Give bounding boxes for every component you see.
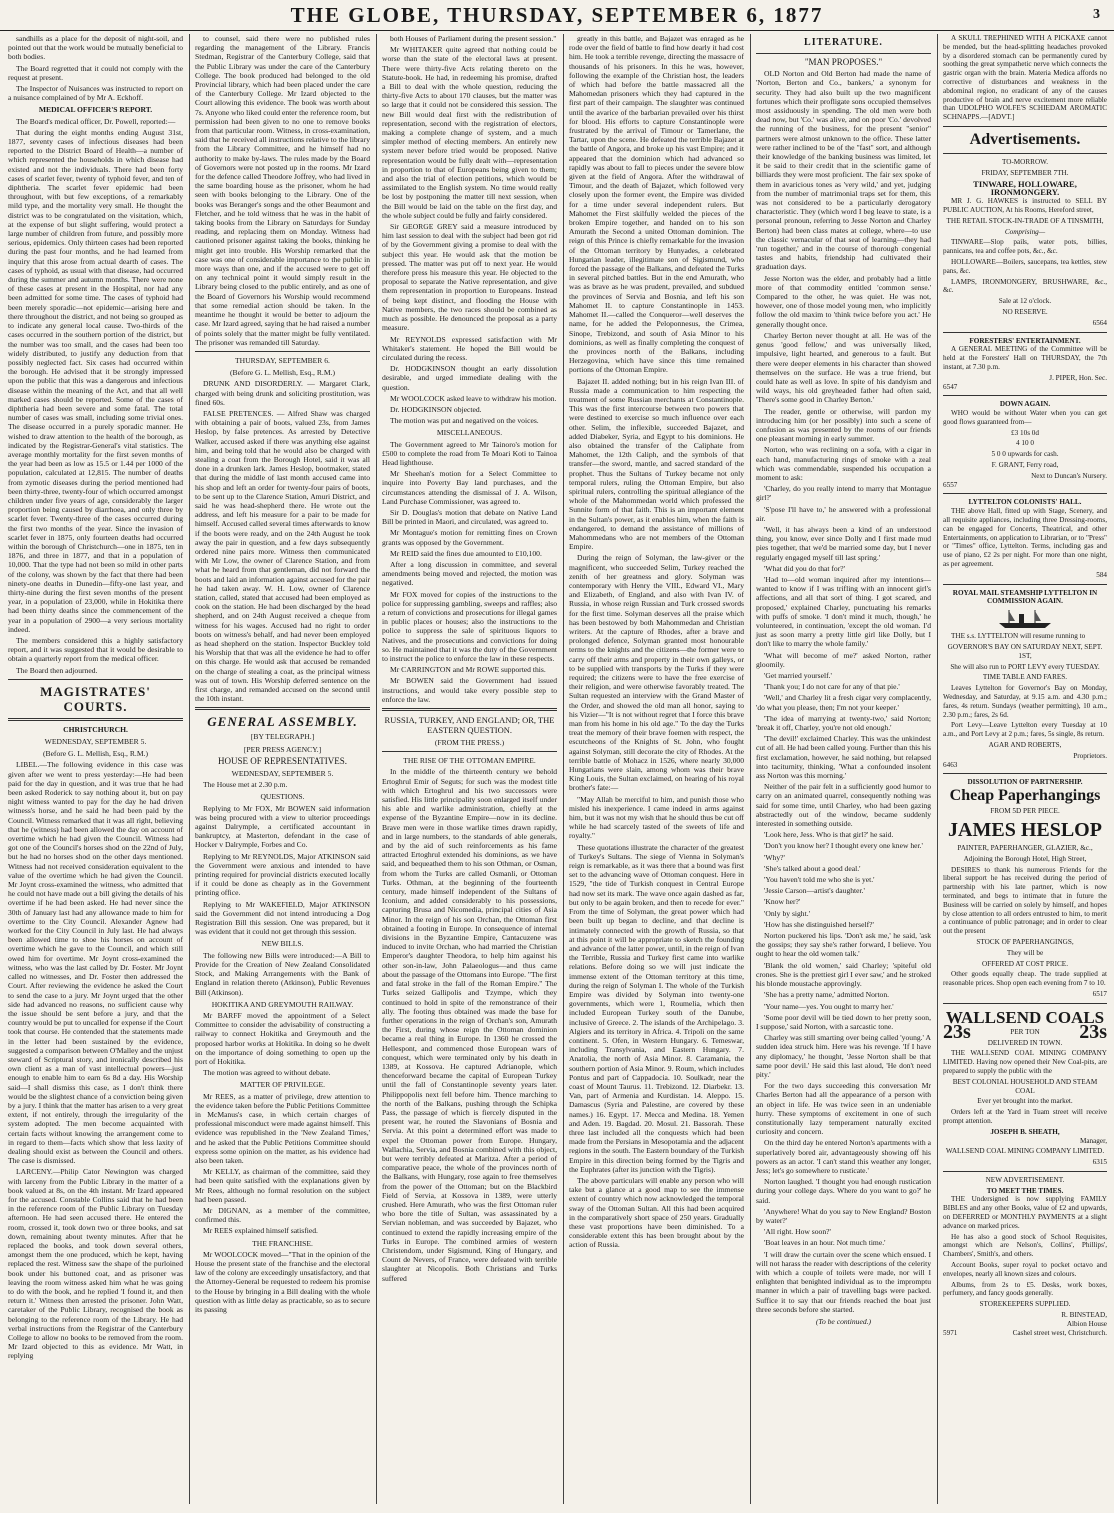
article-paragraph: 'S'pose I'll have to,' he answered with a professional air. [756, 504, 931, 523]
masthead-title: THE GLOBE, THURSDAY, SEPTEMBER 6, 1877 [290, 3, 824, 27]
article-paragraph: Neither of the pair felt in a sufficiently good humor to carry on an animated quarrel, consequently nothing was said for some time, until Charley, who had been gazing abstractedly out of the window, became suddenly interested in something outside. [756, 782, 931, 829]
article-paragraph: The reader, gentle or otherwise, will pardon my introducing him (or her possibly) into such a scene of confusion as was presented by the rooms of our friends one pleasant morning in early summer. [756, 406, 931, 444]
advert-line: Albion House [1066, 1319, 1107, 1328]
article-paragraph: That during the eight months ending August 31st, 1877, seventy cases of infectious diseases had been reported to the District Board of Health—a number of which represented the households in which disease had existed and not the individuals. There had been forty cases of scarlet fever, twenty of typhoid fever, and ten of diphtheria. The scarlet fever epidemic had been throughout, with but few exceptions, of a remarkably mild type, and the mortality very small. He thought the district was to be congratulated on the visitation, which, at the expense of but slight suffering, would protect a large number of children from future, and possibly more serious, epidemics. Only thirteen cases had been reported during the past four months, and he had learned from inquiry that this arose from actual dearth of cases. The cases of typhoid, as usual with that disease, had occurred during the summer and autumn months. There were none of these cases at present in the Hospital, nor had any been admitted for some time. The cases of typhoid had been merely sporadic—not epidemic—arising here and there throughout the district, and not being so grouped as to indicate any general local cause. Two-thirds of the cases occurred in the southern portion of the district, but the number was too small, and the cases had been too widely distributed, to justify any deduction from that possibly neglected fact. Six cases had occurred within the borough. He advised that it be strongly impressed upon the public that this was a dangerous and infectious disease within the meaning of the Act, and that all well marked cases should be reported. Some of the cases of diphtheria had been severe and some fatal. The total number of cases was small, including some trivial ones. The disease occurred in a purely sporadic manner. He wished to draw attention to the health of the borough, as indicated by the Registrar-General's vital statistics. The average monthly mortality for the first seven months of the year had been as low as 15.5 or 1.44 per 1000 of the population, calculated at 12,815. The number of deaths from zymotic diseases during the period mentioned had been thirty-three, twenty-four of which occurred amongst children under five years of age, considerably the larger proportion being caused by diarrhoea, and only three by scarlet fever. Twenty-three of the cases occurred during the first two months of the year. Since the invasion of scarlet fever in 1875, only fourteen deaths had occurred within the borough of Christchurch—one in 1875, ten in 1876, and three in 1877, and that in a population of 10,000. That the type had not been so mild in other parts of the colony, was shown by the fact that there had been ninety-one deaths in Dunedin—fifty-one last year, and thirty-nine during the first seven months of the present year, in a population of 23,000, while in Hokitika there had been thirty deaths since the commencement of the year in a population of 2900—a very serious mortality indeed. [8, 127, 183, 634]
article-paragraph: 'Well,' and Charley lit a fresh cigar very complacently, 'do what you please, then; I'm not your keeper.' [756, 693, 931, 712]
subheading: HOUSE OF REPRESENTATIVES. [217, 755, 348, 766]
article-paragraph: 'Anywhere! What do you say to New England? Boston by water?' [756, 1206, 931, 1225]
column-4 [565, 34, 748, 1504]
advert-text: HOLLOWARE—Boilers, saucepans, tea kettles, stew pans, &c. [943, 257, 1107, 275]
article-paragraph: Mr REID said the fines due amounted to £10,100. [390, 548, 542, 558]
date-line: THURSDAY, SEPTEMBER 6. [235, 355, 330, 365]
subheading: THE FRANCHISE. [252, 1238, 313, 1248]
before-line: (Before G. L. Mellish, Esq., R.M.) [229, 368, 336, 378]
advert-line: Manager, [1079, 1136, 1107, 1145]
article-paragraph: 'I will draw the curtain over the scene which ensued. I will not harass the reader with descriptions of the celerity with which a couple of toilets were made, nor will I enlighten that benighted individual as to the impromptu manner in which a pair of travelling bags were packed. Suffice it to say that our friends reached the boat just three seconds before she started. [756, 1249, 931, 1314]
divider [943, 1171, 1107, 1172]
article-paragraph: Mr Sheehan's motion for a Select Committee to inquire into Poverty Bay land purchases, and the circumstances attending the dismissal of J. A. Wilson, Land Purchase Commissioner, was agreed to. [382, 469, 557, 506]
article-paragraph: The House met at 2.30 p.m. [203, 780, 288, 790]
article-paragraph: Charley Berton never thought at all. He was of the genus 'good fellow,' and was universally liked, impulsive, light hearted, and generous to a fault. But there were deeper elements in his character than showed themselves on the surface. He was a true friend, but could hate as well as love. In spite of his dandyism and wild ways, his old greyheaded father had often said, 'There's some good in Charley Berton.' [756, 330, 931, 405]
article-paragraph: 'What will become of me?' asked Norton, rather gloomily. [756, 650, 931, 669]
advert-line: AGAR AND ROBERTS, [988, 741, 1062, 749]
advert-text: He has also a good stock of School Requisites, amongst which are Nelson's, Collins', Phillips', Chambers', Smith's, and others. [943, 1232, 1107, 1259]
article-paragraph: Replying to Mr FOX, Mr BOWEN said information was being procured with a view to ulterior proceedings against Dalrymple, a certificated accountant in bankruptcy, at Masterton, defendant in the case of Hocker v Dalrymple, Forbes and Co. [195, 803, 370, 850]
article-paragraph: 'Look here, Jess. Who is that girl?' he said. [764, 830, 894, 840]
divider [943, 773, 1107, 774]
article-paragraph: Mr KELLY, as chairman of the committee, said they had been quite satisfied with the explanations given by Mr Rees, although no formal resolution on the subject had been passed. [195, 1167, 370, 1204]
article-paragraph: 'The devil!' exclaimed Charley. This was the unkindest cut of all. He had been called young. Further than this his first exclamation, however, he said nothing, but relapsed into taciturnity, thinking, 'What a confounded insolent ass Norton was this morning.' [756, 734, 931, 781]
advert-headline: Cheap Paperhangings [949, 787, 1101, 805]
article-paragraph: Sir GEORGE GREY said a measure introduced by him last session to deal with the subject had been got rid of by the Government giving a promise to deal with the subject this year. He would ask that the motion be pressed. The matter was put off to next year. He would therefore press his measure this year. He objected to the proposal to separate the Native representation, and give them representation in proportion to Europeans. Instead of being kept distinct, and flooding the House with Native members, the two races should be combined as much as possible. He denounced the proposal as a party measure. [382, 222, 557, 333]
article-paragraph: 'Some poor devil will be tied down to her pretty soon, I suppose,' said Norton, with a sarcastic tone. [756, 1012, 931, 1031]
column-5 [752, 34, 935, 1504]
column-6-advertisements [939, 34, 1111, 1504]
article-paragraph: Mr FOX moved for copies of the instructions to the police for suppressing gambling, sweeps and raffles; also a return of convictions and prosecutions for illegal games in public places or houses; also the instructions to the police to suppress the sale of spirituous liquors to Natives, and the prosecutions and convictions for doing so. He maintained that it was the duty of the Government to instruct the police to enforce the law in these respects. [382, 589, 557, 663]
date-line: WEDNESDAY, SEPTEMBER 5. [231, 769, 334, 779]
advert-signature: R. BINSTEAD, [1061, 1311, 1107, 1320]
column-rule [563, 34, 564, 1504]
divider [943, 584, 1107, 585]
article-paragraph: Dr. HODGKINSON thought an early dissolution desirable, and urged immediate dealing with the question. [382, 364, 557, 392]
advert-line: OFFERED AT COST PRICE. [981, 959, 1068, 968]
divider [943, 493, 1107, 494]
advert-headline: JAMES HESLOP [948, 818, 1102, 841]
article-paragraph: 'Only by sight.' [764, 908, 810, 918]
advert-text: THE WALLSEND COAL MINING COMPANY LIMITED. Having now opened their New Coal-pits, are prepared to supply the public with the [943, 1049, 1107, 1075]
article-paragraph: Mr Montague's motion for remitting fines on Crown grants was opposed by the Government. [382, 528, 557, 547]
subheading: NEW BILLS. [261, 939, 304, 949]
divider [943, 153, 1107, 154]
advertisements-heading: Advertisements. [969, 130, 1081, 148]
article-paragraph: The Inspector of Nuisances was instructed to report on a nuisance complained of by Mr A. Eckhoff. [8, 84, 183, 103]
divider [756, 53, 931, 54]
article-paragraph: The members considered this a highly satisfactory report, and it was suggested that it would be desirable to obtain a quarterly report from the medical officer. [8, 636, 183, 664]
advert-title: FORESTERS' ENTERTAINMENT. [969, 336, 1081, 345]
column-rule [189, 34, 190, 1504]
section-heading: MAGISTRATES' COURTS. [40, 683, 151, 714]
date-line: WEDNESDAY, SEPTEMBER 5. [44, 737, 147, 747]
advert-headline: WALLSEND COALS [945, 1007, 1105, 1027]
article-paragraph: 'Your name—yes. You ought to marry her.' [764, 1001, 894, 1011]
before-line: (Before G. L. Mellish, Esq., R.M.) [42, 749, 149, 759]
advert-line: £3 10s 0d [1011, 428, 1039, 437]
article-paragraph: Mr REES, as a matter of privilege, drew attention to the evidence taken before the Public Petitions Committee in McManus's case, in which certain charges of professional misconduct were made against himself. This evidence was republished in the 'New Zealand Times,' and he asked that the Public Petitions Committee should express some opinion on the matter, as his evidence had also been taken. [195, 1091, 370, 1165]
column-2 [191, 34, 374, 1504]
article-paragraph: For the two days succeeding this conversation Mr Charles Berton had all the appearance of a person with an object in life. He was twice seen in an undeniable hurry. These symptoms of excitement in one of such constitutionally lazy temperament naturally excited curiosity and concern. [756, 1081, 931, 1137]
article-paragraph: The Board regretted that it could not comply with the request at present. [8, 63, 183, 82]
byline: [PER PRESS AGENCY.] [243, 744, 322, 754]
divider [8, 718, 183, 721]
article-paragraph: Mr CARRINGTON and Mr ROWE supported this. [390, 665, 546, 675]
advert-number: 6547 [943, 382, 958, 391]
advert-line: 5 0 0 upwards for cash. [991, 450, 1059, 459]
advert-text: THE s.s. LYTTELTON will resume running to [951, 632, 1086, 641]
column-1 [4, 34, 187, 1504]
advert-title: ROYAL MAIL STEAMSHIP LYTTELTON IN COMMISSION AGAIN. [952, 588, 1098, 606]
advert-text: Orders left at the Yard in Tuam street will receive prompt attention. [943, 1108, 1107, 1125]
advert-line: Comprising— [1004, 227, 1046, 236]
divider [195, 707, 370, 710]
advert-signature: J. PIPER, Hon. Sec. [1049, 373, 1107, 382]
article-paragraph: LARCENY.—Philip Cator Newington was charged with larceny from the Public Library in the matter of a book valued at 8s, on the 4th instant. Mr Izard appeared for the accused. Constable Collins said that he had been in the reference room of the Public Library on Tuesday afternoon. He had seen accused there. He entered the room, crossed it, took down two or three books, and sat down, remaining about twenty minutes. After that he replaced the books, and took down several others, amongst them the one produced, which he kept, having replaced the rest. Witness saw the shape of the purloined book under his buttoned coat, and as prisoner was leaving the room witness asked him what he was going to do with the book, and he replied 'I found it, and then return it.' Witness then arrested the prisoner. John Watt, caretaker of the Public Library, recognised the book as belonging to the reference room of the Library. He had verbal instructions from the Registrar of the Canterbury College to allow no books to be removed from the room. Mr Izard objected to this as evidence. Mr Watt, in replying [8, 1167, 183, 1361]
article-paragraph: Replying to Mr REYNOLDS, Major ATKINSON said the Government were anxious and intended to have printing required for provincial districts executed locally if it could be done as cheaply as in the Government printing office. [195, 851, 370, 898]
advert-title: LYTTELTON COLONISTS' HALL. [968, 498, 1082, 507]
article-paragraph: Norton laughed. 'I thought you had enough rustication during your college days. Where do you want to go?' he said. [756, 1177, 931, 1205]
article-paragraph: The Board's medical officer, Dr. Powell, reported:— [16, 116, 176, 126]
subheading: MISCELLANEOUS. [436, 428, 503, 438]
advert-line: FROM 5D PER PIECE. [990, 807, 1060, 816]
advert-text: THE above Hall, fitted up with Stage, Scenery, and all requisite appliances, including three Dressing-rooms, can be engaged for Concerts, Theatrical, and other Entertainments, on application to Librarian, or to "Press" or "Times" office, Lyttelton. Terms, including gas and use of piano, £2 2s per night. For more than one night, as per agreement. [943, 507, 1107, 569]
advert-line: They will be [1006, 948, 1044, 957]
advert-line: FRIDAY, SEPTEMBER 7TH. [981, 168, 1069, 177]
advert-line: Sale at 12 o'clock. [998, 297, 1052, 306]
article-paragraph: Mr DIGNAN, as a member of the committee, confirmed this. [195, 1205, 370, 1225]
advert-line: Proprietors. [1073, 751, 1107, 760]
advert-line: STOREKEEPERS SUPPLIED. [979, 1300, 1071, 1309]
advert-text: Port Levy—Leave Lyttelton every Tuesday at 10 a.m., and Port Levy at 2 p.m.; fares, 5s single, 8s return. [943, 721, 1107, 739]
article-paragraph: After a long discussion in committee, and several amendments being moved and rejected, the motion was negatived. [382, 559, 557, 588]
advert-line: PAINTER, PAPERHANGER, GLAZIER, &c., [957, 843, 1093, 852]
article-paragraph: 'Blank the old women,' said Charley; 'spiteful old crones. She is the prettiest girl I ever saw,' and he stroked his blonde moustache approvingly. [756, 960, 931, 989]
article-paragraph: 'Boat leaves in an hour. Not much time.' [764, 1238, 886, 1248]
subheading: MATTER OF PRIVILEGE. [239, 1080, 325, 1090]
article-paragraph: OLD Norton and Old Berton had made the name of 'Norton, Berton and Co., bankers,' a synonym for security. They had also built up the two magnificent fortunes which their profligate sons occupied themselves most assiduously in spending. The old men were both dead now, but 'Co.' was alive, and on poor 'Co.' devolved the running of the business, for the present "senior" partners were almost unknown to the office. These latter were rather inclined to be of the "fast" sort, and although their knowledge of the banking business was limited, let it be said to their credit that in the scientific game of billiards they were most proficient. The fair sex spoke of them in avaricious tones as 'very wild,' and yet, judging from the number of matrimonial traps set for them, this was not considered to be a particularly derogatory characteristic. They (which word I beg leave to state, is a personal pronoun, referring to Jesse Norton and Charley Berton) had been class mates at college, where—to use the classic vernacular of that seat of learning—they had 'run together,' and in the course of thorough congenial tastes and habits, friendship had cultivated their graduation days. [756, 69, 931, 272]
advert-number: 6463 [943, 760, 958, 769]
advert-text: Other goods equally cheap. The trade supplied at reasonable prices. Shop open each evening from 7 to 10. [943, 970, 1107, 988]
advert-text: TINWARE—Slop pails, water pots, billies, pannicans, tea and coffee pots, &c., &c. [943, 238, 1107, 256]
section-heading: LITERATURE. [804, 37, 883, 48]
advert-number: 584 [1096, 570, 1107, 579]
subheading: HOKITIKA AND GREYMOUTH RAILWAY. [211, 999, 354, 1009]
article-paragraph: 'Don't you know her? I thought every one knew her.' [764, 841, 923, 851]
advert-line: Ever yet brought into the market. [977, 1097, 1073, 1106]
divider [943, 1003, 1107, 1004]
advert-line: DELIVERED IN TOWN. [987, 1038, 1063, 1047]
article-paragraph: FALSE PRETENCES. — Alfred Shaw was charged with obtaining a pair of boots, valued 23s, from James Heslop, by false pretences. As arrested by Detective Walker, accused asked if there was anything else against him, and being told that he would also be charged with stealing a coat from the Borough Hotel, said it was all done in a drunken lark. James Heslop, bootmaker, stated that during the middle of last month accused came into his shop and left an order for twenty-four pairs of boots, to be sent up to the Clarence Station, Amuri District, and said he was head-shepherd there. He wrote out the address, and left his measure for a pair to be made for himself. Accused called several times afterwards to know if the boots were ready, and on the 24th August he took away the pair in question, and a few days subsequently ordered nine pairs more. Witness then communicated with Mr Low, the owner of Clarence Station, and from what he heard from that gentleman, did not forward the boots and laid an information against accused for the pair he had taken away. W. H. Low, owner of Clarence station, called, stated that accused had been employed as cook on the station. He had been discharged by the head shepherd, and on 24th August received a cheque from witness for his wages. Accused had no right to order boots on witness's behalf, and had never been employed as head shepherd on the station. Inspector Buckley told his Worship that that was all the evidence he had to offer on this charge. He would ask that accused be remanded on the charge of stealing a coat, as the principal witness was out of town. His Worship deferred sentence on the first charge, and remanded accused on the second until the 10th instant. [195, 408, 370, 704]
price-unit: PER TON [1010, 1027, 1040, 1036]
divider [943, 126, 1107, 127]
advert-title: TO MEET THE TIMES. [986, 1186, 1064, 1195]
article-paragraph: greatly in this battle, and Bajazet was enraged as he rode over the field of battle to find how dearly it had cost him. He took a terrible revenge, directing the massacre of thousands of his prisoners. In this he was, however, following the example of the Christian host, the leaders of which had before the battle massacred all the Mahomedan prisoners which they had captured in the first part of their campaign. The slaughter was continued until the avarice of the barbarian prevailed over his thirst for blood. His efforts to capture Constantinople were frustrated by the arrival of Timour or Tamerlane, the Tartar, upon the scene. He defeated the terrible Bajazet at the battle of Angora, and broke up his vast Empire; and it appeared that the dominion which had advanced so rapidly was about to fall to pieces under the severe blow given at the field of Angora. After the withdrawal of Timour, and the death of Bajazet, which followed very closely upon the former event, the Empire was divided for a time under several independent rulers. But Mahomet the First skilfully welded the pieces of the broken Empire together, and handed on to his son Amurath the Second a united Ottoman dominion. The reign of this Prince is chiefly remarkable for the invasion of the Ottoman territory by Hunyades, a celebrated Hungarian leader, illegitimate son of Sigismund, who forced the passage of the Balkans, and defeated the Turks in several pitched battles. But in the end Amurath, who was as brave as he was prudent, prevailed, and subdued the provinces of Servia and Bosnia, and left his son Mahomet II. to capture Constantinople in 1453. Mahomet II.—called the Conqueror—well deserves the name, for he added the Peloponnesus, the Crimea, Sinope, Trebizond, and south of Asia Minor to his dominions, as well as finally completing the conquest of the provinces north of the Balkans, including Herzegovina, which have since this time remained portions of the Ottoman Empire. [569, 34, 744, 375]
advert-signature: JOSEPH B. SHEATH, [990, 1127, 1060, 1136]
article-paragraph: Mr BOWEN said the Government had issued instructions, and would take every possible step to enforce the law. [382, 676, 557, 704]
article-paragraph: The Government agreed to Mr Tainoro's motion for £500 to complete the road from Te Moari Koti to Tainoa Head lighthouse. [382, 439, 557, 467]
article-paragraph: DRUNK AND DISORDERLY. — Margaret Clark, charged with being drunk and soliciting prostitution, was fined 60s. [195, 379, 370, 407]
advert-text: DESIRES to thank his numerous Friends for the liberal support he has received during the period of partnership with his late partner, which is now terminated, and begs to intimate that in future the Business will be carried on solely by himself, and hopes by close attention to all orders entrusted to him, to merit a continuance of public patronage; and in order to clear out the present [943, 865, 1107, 936]
advert-line: TIME TABLE AND FARES. [982, 673, 1068, 682]
advert-line: Adjoining the Borough Hotel, High Street, [963, 854, 1087, 863]
article-paragraph: These quotations illustrate the character of the greatest of Turkey's Sultans. The siege of Vienna in Solyman's reign is remarkable, as it was there that a bound was first set to the advancing wave of Ottoman conquest. Here in 1529, "the tide of Turkish conquest in Central Europe had now set its mark. The wave once again dashed as far, but only to be again broken, and then to recede for ever." From the time of Solyman, the great power which had been built up began to decline, and that decline is intimately connected with the growth of Russia, so that at this point it will be appropriate to sketch the founding and advance of the latter power, until, in the reign of Ivan the Terrible, Russia and Turkey first came into warlike relations. Before doing so we will just indicate the immense extent of the Ottoman territory at this time, during the reign of Solyman I. The whole of the Turkish Empire was divided by Solyman into twenty-one governments, which were 1, Roumelia, which then included European Turkey south of the Danube, inclusive of Greece. 2. The islands of the Archipelago. 3. Algiers and its territory in Africa. 4. Tripoli on the same continent. 5. Ofen, in Western Hungary. 6. Temeswar, including Transylvania, and Eastern Hungary. 7. Anatolia, the north of Asia Minor. 8. Caramania, the southern portion of Asia Minor. 9. Roum, which includes Pontus and part of Cappadocia. 10. Soulkadr, near the coast of Mount Taurus. 11. Trebizond. 12. Diarbekr. 13. Van, part of Armenia and Kurdistan. 14. Aleppo. 15. Damascus (Syria and Palestine, are covered by these names.) 16. Egypt. 17. Mecca and Medina. 18. Yemen and Aden. 19. Bagdad. 20. Mosul. 21. Bassorah. These three last included all the conquests which had been made from the Persians in Mesopotamia and the adjacent regions in the south. The Eastern boundary of the Turkish Empire in this direction being formed by the Tigris and the Euphrates (after its junction with the Tigris). [569, 842, 744, 1174]
subheading: CHRISTCHURCH. [63, 724, 128, 734]
price-left: 23s [943, 1020, 971, 1043]
advert-line: GOVERNOR'S BAY ON SATURDAY NEXT, SEPT. 1ST, [947, 643, 1103, 660]
page-number: 3 [1093, 7, 1100, 22]
divider [943, 395, 1107, 396]
advert-text: THE Undersigned is now supplying FAMILY BIBLES and any other Books, value of £2 and upwards, on DEFERRED or MONTHLY PAYMENTS at a slight advance on marked prices. [943, 1195, 1107, 1230]
article-paragraph: 'Get married yourself.' [764, 671, 832, 680]
advert-line: Next to Duncan's Nursery. [1031, 471, 1107, 480]
continued-note: (To be continued.) [815, 1317, 872, 1326]
article-paragraph: 'She's talked about a good deal.' [764, 863, 861, 873]
advert-line: She will also run to PORT LEVY every TUESDAY. [950, 662, 1100, 671]
advert-text: Leaves Lyttelton for Governor's Bay on Monday, Wednesday, and Saturday, at 9.15 a.m. and 4.30 p.m.; fares, 4s return. Sundays (weather permitting), 10 a.m., 2.30 p.m.; fares, 2s 6d. [943, 684, 1107, 719]
advert-text: MR J. G. HAWKES is instructed to SELL BY PUBLIC AUCTION, At his Rooms, Hereford street, [943, 197, 1107, 214]
article-paragraph: LIBEL.—The following evidence in this case was given after we went to press yesterday:—He had been paid for the day in question, and it was true that he had been asked Roderick to say nothing about it, but on pay night witness wanted to pay for the day he had driven witness's horse, and he said he had been paid by the Council. Witness remarked that it was all right, believing that he (witness) had been allowed the day on account of overtime which he had given the Council. Witness had got one of the Council's horses shod on the 22nd of July, but he had no horses shod on the other days mentioned. Witness had not received consideration equivalent to the value of the overtime which he had given the Council. Mr Joynt cross-examined the witness, who admitted that he could not have made out a bill giving the details of his overtime if he had been asked. He had never since the 30th of January last had any allowance made to him for overtime to the City Council. Alexander Agnew had worked for the City Council in July last. He had always been allowed time to shoe his horses on account of overtime which he gave to the Council, and which still owed him for overtime. Mr Joynt cross-examined the witness, who was the last called by Dr. Foster. Mr Joynt called no witnesses, and Dr. Foster then addressed the Court. After reviewing the evidence he asked the Court to send the case to a jury. Mr Joynt urged that the other side had advanced no reasons, no sufficient cause why the issue should be sent before a jury, and that the country would be put to uncalled for expense if the Court took that course. He contended that the statements made in the letter had been sustained by the evidence, suggested a comparison between O'Malley and the unjust steward of Scriptural story, and ironically described his own client as a man of vast intellectual powers—just enough to enable him to earn 6s 8d a day. His Worship said—I shall dismiss this case, as I don't think there would be the slightest chance of a conviction being given by a jury. I think that the matter has arisen to a very great extent, if not entirely, through the irregularity of the system adopted. The men become acquainted with certain facts without knowing the arrangement come to in regard to them—facts which show that less laxity of dealing should exist as between the Council and others. The case is dismissed. [8, 760, 183, 1166]
advert-text: LAMPS, IRONMONGERY, BRUSHWARE, &c., &c. [943, 277, 1107, 295]
advert-line: STOCK OF PAPERHANGINGS, [976, 937, 1074, 946]
article-paragraph: Jesse Norton was the elder, and probably had a little more of that commodity entitled 'common sense.' Compared to the other, he was quiet. He was not, however, one of those model young men, who implicitly follow the old maxim to 'think twice before you act.' He generally thought once. [756, 273, 931, 329]
advert-text: A GENERAL MEETING of the Committee will be held at the Foresters' Hall on THURSDAY, the 7th instant, at 7.30 p.m. [943, 345, 1107, 371]
article-paragraph: The following new Bills were introduced:—A Bill to Provide for the Creation of New Zealand Consolidated Stock, and Making Arrangements with the Bank of England in relation thereto (Atkinson), Public Revenues Bill (Atkinson). [195, 950, 370, 997]
article-paragraph: 'What did you do that for?' [764, 563, 845, 573]
advert-line: THE RETAIL STOCK-IN-TRADE OF A TINSMITH, [946, 216, 1104, 225]
divider [943, 332, 1107, 333]
article-paragraph: Replying to Mr WAKEFIELD, Major ATKINSON said the Government did not intend introducing a Dog Registration Bill this session. One was prepared, but it was evident that it could not get through this session. [195, 899, 370, 937]
article-paragraph: 'Jessie Carson—artist's daughter.' [764, 886, 865, 896]
article-paragraph: Dr. HODGKINSON objected. [390, 404, 482, 414]
masthead [0, 0, 1114, 31]
article-paragraph: 'You haven't told me who she is yet.' [764, 875, 875, 885]
article-paragraph: "May Allah be merciful to him, and punish those who misled his inexperience. I came indeed in arms against him, but it was not my wish that he should thus be cut off while he had scarcely tasted of the sweets of life and royalty." [569, 794, 744, 841]
article-paragraph: The Board then adjourned. [16, 665, 98, 675]
story-title: "MAN PROPOSES." [804, 57, 883, 67]
article-paragraph: Mr WHITAKER quite agreed that nothing could be worse than the state of the electoral laws at present. There were thirty-five Acts relating thereto on the Statute-book. He had, in redeeming his promise, drafted a Bill to deal with the whole question, reducing the thirty-five Acts to about 170 clauses, but the matter was so large that it could not be considered this session. The new Bill would deal first with the redistribution of representation, second with the registration of electors, making a complete change of system, and a much simpler method of electing members. An entirely new system never before tried would be proposed. Native representation would be fully dealt with—representation in proportion to that of Europeans being given to them; and also the trial of election petitions, which would be assimilated to the English system. No time would really be lost by postponing the matter till next session, when the Bill would be laid on the table on the first day, and the whole subject could be fully and fairly considered. [382, 45, 557, 220]
article-paragraph: Mr REES explained himself satisfied. [203, 1226, 318, 1236]
subheading: QUESTIONS. [260, 792, 305, 802]
article-paragraph: Mr REYNOLDS expressed satisfaction with Mr Whitaker's statement. He hoped the Bill would be circulated during the recess. [382, 334, 557, 362]
article-paragraph: The motion was agreed to without debate. [203, 1068, 331, 1078]
divider [195, 351, 370, 352]
article-paragraph: Norton, who was reclining on a sofa, with a cigar in each hand, manufacturing rings of smoke with a zeal which was commendable, suspended his occupation a moment to ask: [756, 445, 931, 482]
article-paragraph: to counsel, said there were no published rules regarding the management of the Library. Francis Stedman, Registrar of the Canterbury College, said that the Public Library was under the care of the Canterbury College. The book produced had belonged to the old Provincial library, which had been placed under the care of the Canterbury College. Mr Izard objected to the Court allowing this evidence. The book was worth about 7s. Anyone who liked could enter the reference room, but permission had been given to no one to remove books from that particular room. Witness, in cross-examination, said that he received all instructions relative to the library from the Library Committee, and he himself had no authority to make by-laws. The rules made by the Board of Governors were not posted up in the rooms. Mr Izard for the defence called Theodore Joffrey, who had lived in the same boarding house as the prisoner, whom he had seen with books belonging to the Library. One of the books was Beranger's songs and the other Beaumont and Fletcher, and he told witness that he was in the habit of taking books from the Library on Saturdays for Sunday reading, and replacing them on Monday. Witness had cautioned prisoner against taking the books, thinking he might get into trouble. His Worship remarked that the case was one of considerable importance to the public in more ways than one, and if the accused were to get off on any technical point it would simply result in the Library being closed to the public entirely, and as one of the Board of Governors his Worship would recommend that some remedial action should be taken. In the meantime he thought it would be better to adjourn the case. Mr Izard agreed, saying that he had raised a number of points solely that the matter might be fully ventilated. The prisoner was remanded till Saturday. [195, 34, 371, 347]
advert-line: F. GRANT, Ferry road, [991, 461, 1059, 470]
article-paragraph: In the middle of the thirteenth century we behold Ertoghrul Emir of Seguts; for such was the modest title with which Ertoghrul and his two successors were satisfied. His little principality soon enlarged itself under his able and warlike administration, chiefly at the expense of the Byzantine Empire—now in its decline. Brave men were in those warlike times drawn rapidly, and in large numbers, to the standards of able generals, and by the aid of such reinforcements as his fame attracted Ertoghrul extended his dominions, as we have said, and bequeathed them to his son Othman, or Osman, from whom the Turks are called Osmanli, or Ottoman Turks. Othman, at the beginning of the fourteenth century, made himself independent of the Sultans of Iconium, and added considerably to his possessions, capturing Brusa and Nicomedia, principal cities of Asia Minor. In the reign of his son Orchan, the Ottoman first obtained a footing in Europe. In consequence of internal divisions in the Byzantine Empire, Cantacuzene was induced to invite Orchan, who had married the Christian Emperor's daughter Theodora, to help him against his other son-in-law, John Palaeologus—and thus came about the passage of the Ottomans into Europe. "The first and fatal stroke in the fall of the Roman Empire." The Turks seized Gallipolis and Tzympe, which they continued to hold in spite of the remonstrance of their ally. The footing thus obtained was made the base for further operations in the reign of Orchan's son, Amurath the First, during whose reign the Ottoman dominion became a real thing in Europe. In 1360 he crossed the Hellespont, and commenced those European wars of conquest, which were terminated only by his death in 1389, at Kossova. He captured Adrianople, which thenceforward became the capital of European Turkey until the fall of Constantinople seventy years later. Philippopolis next fell before him. Thence marching to the north of the Balkans, pushing through the Schipka Pass, the passage of which is fiercely disputed in the present war, he routed the Slavonians of Bosnia and Servia. At this point a determined effort was made to expel the Ottoman power from Europe. Hungary, Wallachia, Servia, and Bosnia combined with this object, but were terribly defeated at Maritza. After a period of comparative peace, the whole of the provinces north of the Balkans, with Hungary, rose again to free themselves from the power of the Ottoman; but on the Blackbird Field of Servia, at Kossova in 1389, were utterly crushed. Here Amurath, who was the first Ottoman ruler who bore the title of Sultan, was assassinated by a Servian nobleman, and was succeeded by Bajazet, who continued to extend the rapidly increasing empire of the Turks in Europe. The combined armies of western Christendom, under Sigismund, King of Hungary, and Count de Nevers, of France, were defeated with terrible slaughter at Nicopolis. Both Christians and Turks suffered [382, 767, 557, 1283]
advert-number: 5971 [943, 1328, 958, 1337]
advert-line: TO-MORROW. [1001, 157, 1049, 166]
article-paragraph: sandhills as a place for the deposit of night-soil, and pointed out that the work would be mutually beneficial to both bodies. [8, 34, 183, 62]
section-heading: GENERAL ASSEMBLY. [207, 714, 358, 730]
article-paragraph: The above particulars will enable any person who will take but a glance at a good map to see the immense extent of country which now acknowledged the temporal sway of the Ottoman Sultan. All this had been acquired in the comparatively short space of 250 years. Gradually these vast proportions have been diminished. To a considerable extent this has been brought about by the action of Russia. [569, 1175, 744, 1250]
advert-number: 6517 [1092, 989, 1107, 998]
advert-text: WHO would be without Water when you can get good flows guaranteed from— [943, 409, 1107, 426]
article-paragraph: Charley was still smarting over being called 'young.' A sudden idea struck him. Here was his revenge. 'If I have any diplomacy,' he thought, 'Jesse Norton shall be that same poor devil.' He said this last aloud, 'He don't need pity.' [756, 1033, 931, 1079]
advert-title: DOWN AGAIN. [999, 400, 1051, 409]
article-paragraph: 'Thank you; I do not care for any of that pie.' [764, 682, 900, 692]
advert-number: 6557 [943, 480, 958, 489]
article-paragraph: both Houses of Parliament during the present session." [390, 34, 557, 43]
column-3 [378, 34, 561, 1504]
article-paragraph: Norton puckered his lips. 'Don't ask me,' he said, 'ask the gossips; they say she's rather forward, I believe. You ought to hear the old women talk.' [756, 931, 931, 959]
advert-notice: A SKULL TREPHINED WITH A PICKAXE cannot be mended, but the head-splitting headaches provoked by a disordered stomach can be permanently cured by soothing the great sympathetic nerve which connects the gastric organ with the brain. Materia Medica affords no corrective of disturbances and weakness in the abdominal region, no eradicant of any of the causes productive of brain and nerve excitement more reliable than UDOLPHO WOLFE'S SCHIEDAM AROMATIC SCHNAPPS.—[ADVT.] [943, 34, 1107, 122]
byline: (FROM THE PRESS.) [434, 738, 505, 748]
advert-title: TINWARE, HOLLOWARE, IRONMONGERY. [973, 178, 1077, 198]
advert-line: BEST COLONIAL HOUSEHOLD AND STEAM COAL [952, 1077, 1098, 1095]
divider [8, 679, 183, 680]
column-rule [937, 34, 938, 1504]
section-heading: MEDICAL OFFICER'S REPORT. [38, 105, 153, 115]
divider [382, 751, 557, 752]
advert-footer [943, 1329, 1107, 1338]
advert-text: Albums, from 2s to £5. Desks, work boxes, perfumery, and fancy goods generally. [943, 1280, 1107, 1298]
section-heading: RUSSIA, TURKEY, AND ENGLAND; OR, THE EASTERN QUESTION. [384, 715, 555, 736]
advert-line: WALLSEND COAL MINING COMPANY LIMITED. [945, 1147, 1105, 1156]
advert-number: 6564 [1092, 318, 1107, 327]
divider [382, 708, 557, 711]
advert-number: 6315 [1092, 1158, 1107, 1167]
steamship-icon [995, 608, 1055, 630]
advert-line: NO RESERVE. [1002, 307, 1048, 316]
advert-title: DISSOLUTION OF PARTNERSHIP. [967, 778, 1083, 787]
article-paragraph: 'Well, it has always been a kind of an understood thing, you know, ever since Dolly and I first made mud pies together, that we'd be married some day, but I never regularly engaged myself till last spring.' [756, 524, 931, 562]
article-paragraph: 'How has she distinguished herself?' [764, 919, 874, 929]
article-paragraph: 'Why?' [764, 852, 785, 862]
article-paragraph: Mr BARFF moved the appointment of a Select Committee to consider the advisability of constructing a railway to connect Hokitika and Greymouth and the proposed harbor works at Hokitika. In doing so he dwelt on the importance of doing something to open up the port of Hokitika. [195, 1010, 370, 1066]
article-paragraph: During the reign of Solyman, the law-giver or the magnificent, who succeeded Selim, Turkey reached the zenith of her greatness and glory. Solyman was contemporary with Henry the VIII., Edward VI., Mary and Elizabeth, of England, and also with Ivan IV. of Russia, in whose reign Russian and Turk crossed swords for the first time. Solyman deserves all the praise which has been bestowed by both Mahommedan and Christian writers. At the capture of Rhodes, after a brave and prolonged defence, Solyman granted most honourable terms to the knights and the citizens—the former were to carry off their arms and property in their own galleys, or to be supplied with transports by the Turks if they were required; the citizens were to have the free exercise of their religion, and were otherwise favorably treated. The Sultan requested an interview with the Grand Master of the Order, and showed the old man all honor, saying to his Vizier—"It is not without regret that I force this brave man from his home in his old age." To the day the Turks treat the memory of their brave foemen with respect, the escutcheons of the Knights of St. John, who fought against Solyman, still decorate the city of Rhodes. At the terrible battle of Mohacz in 1526, where nearly 30,000 Hungarians were slain, among whom was their brave King Louis, the Sultan exclaimed, on hearing of his royal brother's fate:— [569, 553, 744, 793]
article-paragraph: 'Know her?' [764, 897, 801, 907]
column-rule [376, 34, 377, 1504]
advert-line: 4 10 0 [1016, 439, 1034, 448]
advert-text: Account Books, super royal to pocket octavo and envelopes, nearly all known sizes and colours. [943, 1261, 1107, 1278]
column-rule [750, 34, 751, 1504]
article-paragraph: Sir D. Douglas's motion that debate on Native Land Bill be printed in Maori, and circulated, was agreed to. [382, 507, 557, 527]
article-paragraph: Mr WOOLCOCK moved—"That in the opinion of the House the present state of the franchise and the electoral law of the colony are exceedingly unsatisfactory, and that the Attorney-General be requested to redeem his promise to the House by bringing in a Bill dealing with the whole question with as little delay as practicable, so as to secure its passing [195, 1249, 370, 1314]
article-paragraph: 'The idea of marrying at twenty-two,' said Norton; 'break it off, Charley, you're not old enough.' [756, 713, 931, 733]
article-paragraph: The motion was put and negatived on the voices. [390, 416, 539, 426]
advert-line: Cashel street west, Christchurch. [1012, 1328, 1107, 1337]
price-right: 23s [1079, 1020, 1107, 1043]
article-paragraph: 'Had to—old woman inquired after my intentions—wanted to know if I was trifling with an innocent girl's affections, and all that sort of thing. I got scared, and proposed,' explained Charley, punctuating his remarks with puffs of smoke. 'I don't mind it much, though,' he volunteered, in continuation, 'except the old woman. I'd just as soon marry a pretty little girl like Dolly, but I don't like to marry the whole family.' [756, 574, 931, 649]
byline: [BY TELEGRAPH.] [250, 732, 315, 742]
article-paragraph: On the third day he entered Norton's apartments with a superlatively bored air, advantageously showing off his powers as an actor. 'I can't stand this weather any longer, Jess; let's go somewhere to rusticate.' [756, 1138, 931, 1175]
subheading: THE RISE OF THE OTTOMAN EMPIRE. [403, 756, 536, 766]
article-paragraph: Mr WOOLCOCK asked leave to withdraw his motion. [390, 393, 557, 403]
article-paragraph: 'All right. How soon?' [764, 1227, 831, 1237]
article-paragraph: Bajazet II. added nothing; but in his reign Ivan III. of Russia made a communication to him respecting the treatment of some Russian merchants at Constantinople. This was the first intercourse between two powers that were destined to exercise so much influence over each other. Selim, the inflexible, succeeded Bajazet, and added Diabeker, Syria, and Egypt to his dominions. He also obtained the transfer of the Caliphate from Mahomet, the 12th Caliph, and the symbols of that transfer—the sword, mantle, and sacred standard of the prophet. Thus the Sultans of Turkey became not only temporal rulers, ruling the Ottoman Empire, but also spiritual rulers, controlling the spiritual allegiance of the whole of the Mahommedan world which professed the Sunnite form of that faith. This is an important element in the Sultan's power, as it enables him, when the faith is endangered, to demand the assistance of millions of Mahommedans who are not members of the Ottoman Empire. [569, 376, 744, 552]
article-paragraph: 'She has a pretty name,' admitted Norton. [764, 990, 890, 1000]
article-paragraph: 'Charley, do you really intend to marry that Montague girl?' [756, 484, 931, 503]
advert-line: NEW ADVERTISEMENT. [985, 1175, 1065, 1184]
